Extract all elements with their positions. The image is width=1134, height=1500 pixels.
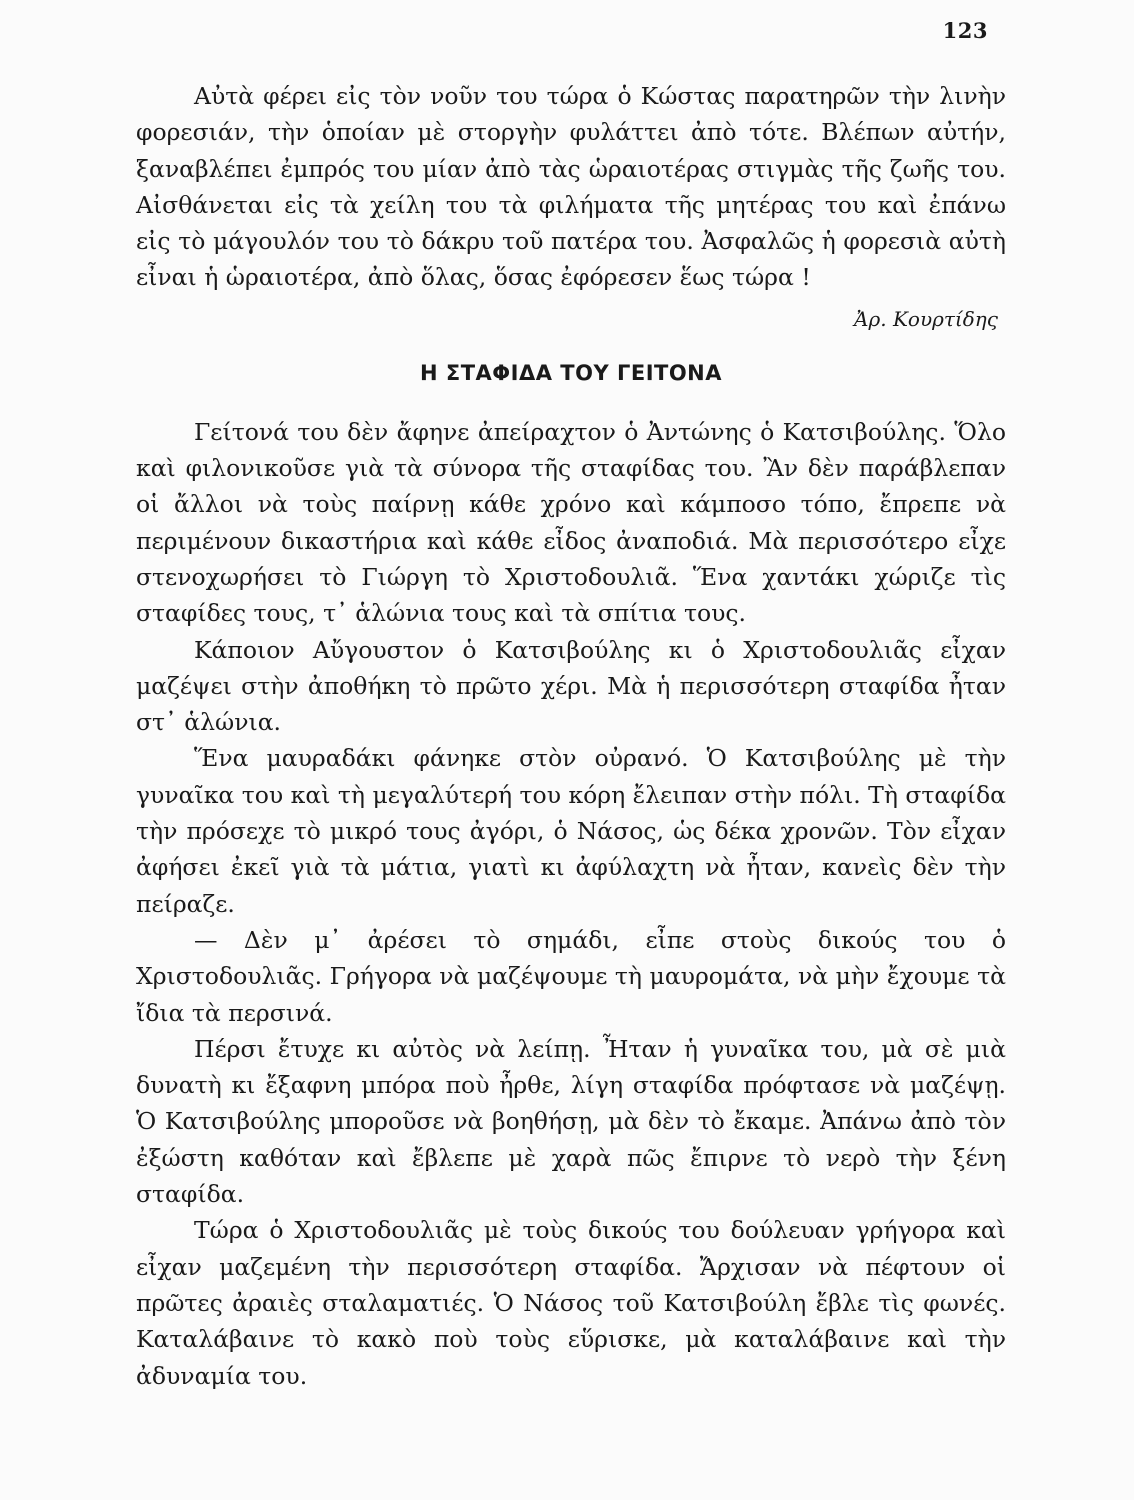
story-title: Η ΣΤΑΦΙΔΑ ΤΟΥ ΓΕΙΤΟΝΑ xyxy=(419,360,723,385)
story-paragraph-2: Κάποιον Αὔγουστον ὁ Κατσιβούλης κι ὁ Χριστοδουλιᾶς εἶχαν μαζέψει στὴν ἀποθήκη τὸ πρῶτο χέρι. Μὰ ἡ περισσότερη σταφίδα ἦταν στ᾿ ἁλώνια. xyxy=(136,635,1006,737)
author-signature: Ἀρ. Κουρτίδης xyxy=(854,306,998,331)
story-paragraph-1: Γείτονά του δὲν ἄφηνε ἀπείραχτον ὁ Ἀντώνης ὁ Κατσιβούλης. Ὅλο καὶ φιλονικοῦσε γιὰ τὰ σύνορα τῆς σταφίδας του. Ἂν δὲν παράβλεπαν οἱ ἄλλοι νὰ τοὺς παίρνῃ κάθε χρόνο καὶ κάμποσο τόπο, ἔπρεπε νὰ περιμένουν δικαστήρια καὶ κάθε εἶδος ἀναποδιά. Μὰ περισσότερο εἶχε στενοχωρήσει τὸ Γιώργη τὸ Χριστοδουλιᾶ. Ἕνα χαντάκι χώριζε τὶς σταφίδες τους, τ᾿ ἁλώνια τους καὶ τὰ σπίτια τους. xyxy=(136,417,1006,628)
page-body xyxy=(136,78,1006,1394)
intro-paragraph: Αὐτὰ φέρει εἰς τὸν νοῦν του τώρα ὁ Κώστας παρατηρῶν τὴν λινὴν φορεσιάν, τὴν ὁποίαν μὲ στοργὴν φυλάττει ἀπὸ τότε. Βλέπων αὐτήν, ξαναβλέπει ἐμπρός του μίαν ἀπὸ τὰς ὡραιοτέρας στιγμὰς τῆς ζωῆς του. Αἰσθάνεται εἰς τὰ χείλη του τὰ φιλήματα τῆς μητέρας του καὶ ἐπάνω εἰς τὸ μάγουλόν του τὸ δάκρυ τοῦ πατέρα του. Ἀσφαλῶς ἡ φορεσιὰ αὐτὴ εἶναι ἡ ὡραιοτέρα, ἀπὸ ὅλας, ὅσας ἐφόρεσεν ἕως τώρα ! xyxy=(136,82,1006,292)
page-number: 123 xyxy=(942,18,988,43)
story-paragraph-5: Πέρσι ἔτυχε κι αὐτὸς νὰ λείπῃ. Ἦταν ἡ γυναῖκα του, μὰ σὲ μιὰ δυνατὴ κι ἔξαφνη μπόρα ποὺ ἦρθε, λίγη σταφίδα πρόφτασε νὰ μαζέψῃ. Ὁ Κατσιβούλης μποροῦσε νὰ βοηθήσῃ, μὰ δὲν τὸ ἔκαμε. Ἀπάνω ἀπὸ τὸν ἐξώστη καθόταν καὶ ἔβλεπε μὲ χαρὰ πῶς ἔπιρνε τὸ νερὸ τὴν ξένη σταφίδα. xyxy=(136,1034,1006,1209)
story-paragraph-3: Ἕνα μαυραδάκι φάνηκε στὸν οὐρανό. Ὁ Κατσιβούλης μὲ τὴν γυναῖκα του καὶ τὴ μεγαλύτερή του κόρη ἔλειπαν στὴν πόλι. Τὴ σταφίδα τὴν πρόσεχε τὸ μικρό τους ἀγόρι, ὁ Νάσος, ὡς δέκα χρονῶν. Τὸν εἶχαν ἀφήσει ἐκεῖ γιὰ τὰ μάτια, γιατὶ κι ἀφύλαχτη νὰ ἦταν, κανεὶς δὲν τὴν πείραζε. xyxy=(136,744,1006,918)
story-paragraph-4: — Δὲν μ᾿ ἀρέσει τὸ σημάδι, εἶπε στοὺς δικούς του ὁ Χριστοδουλιᾶς. Γρήγορα νὰ μαζέψουμε τὴ μαυρομάτα, νὰ μὴν ἔχουμε τὰ ἴδια τὰ περσινά. xyxy=(136,925,1006,1027)
story-paragraph-6: Τώρα ὁ Χριστοδουλιᾶς μὲ τοὺς δικούς του δούλευαν γρήγορα καὶ εἶχαν μαζεμένη τὴν περισσότερη σταφίδα. Ἄρχισαν νὰ πέφτουν οἱ πρῶτες ἀραιὲς σταλαματιές. Ὁ Νάσος τοῦ Κατσιβούλη ἔβλε τὶς φωνές. Καταλάβαινε τὸ κακὸ ποὺ τοὺς εὕρισκε, μὰ καταλάβαινε καὶ τὴν ἀδυναμία του. xyxy=(136,1216,1006,1390)
